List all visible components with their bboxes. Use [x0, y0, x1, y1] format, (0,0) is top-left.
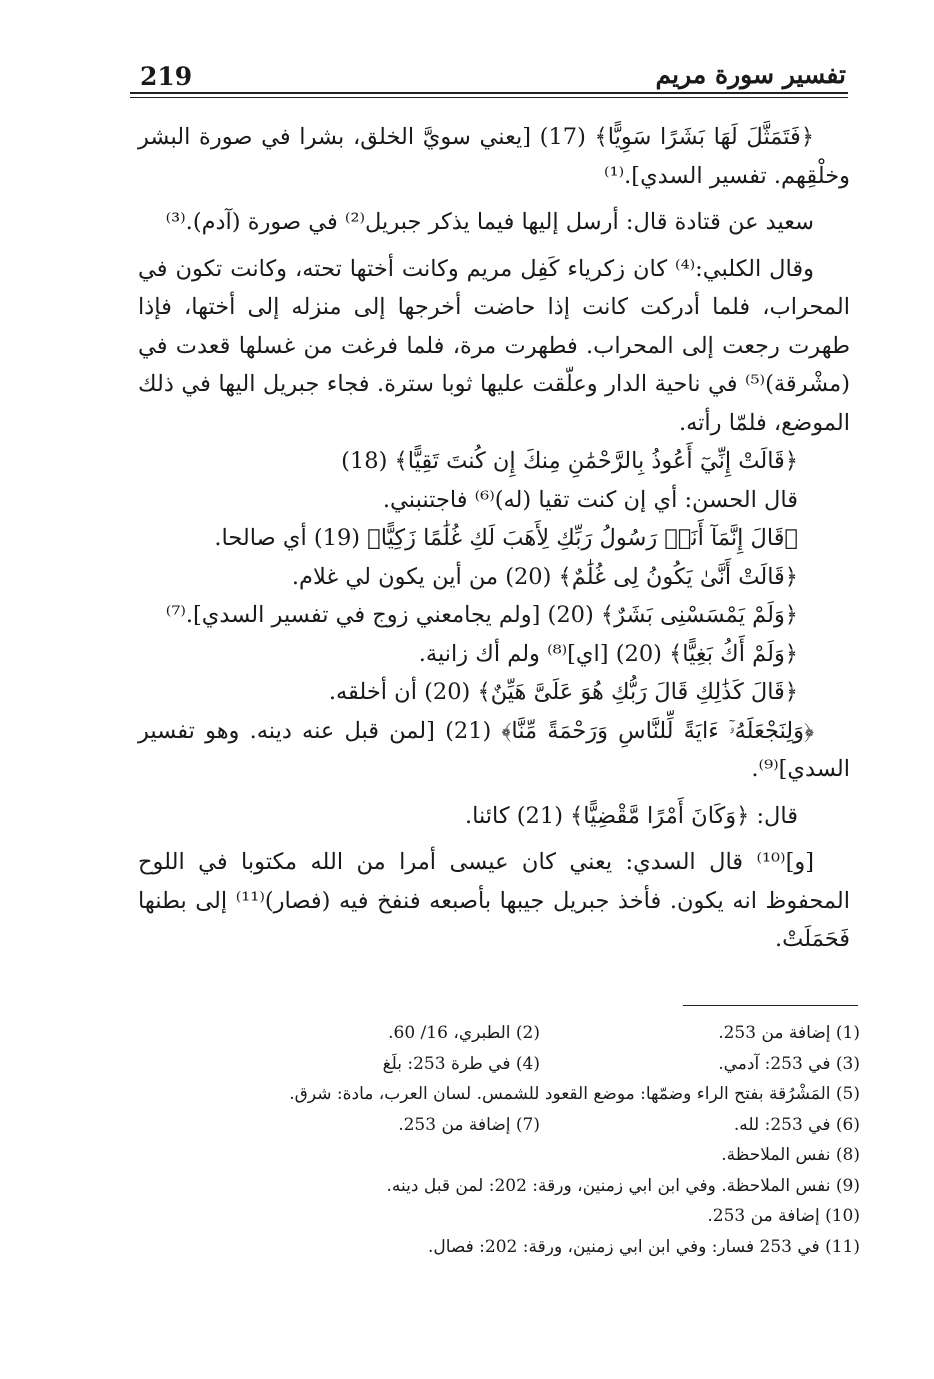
footnote-row — [220, 1171, 860, 1202]
footnote-10: (10) إضافة من 253. — [707, 1206, 860, 1226]
running-title: تفسير سورة مريم — [655, 60, 846, 89]
footnote-4: (4) في طرة 253: بلَغ — [382, 1053, 540, 1074]
verse-paragraph: ﴿قَالَ كَذَٰلِكِ قَالَ رَبُّكِ هُوَ عَلَىَّ هَيِّنٌ﴾ (20) أن أخلقه. — [328, 679, 798, 705]
page-header — [130, 56, 848, 98]
paragraph: سعيد عن قتادة قال: أرسل إليها فيما يذكر جبريل⁽²⁾ في صورة (آدم).⁽³⁾ — [165, 209, 814, 235]
verse-paragraph: ﴿وَلَمْ يَمْسَسْنِى بَشَرٌ﴾ (20) [ولم يجامعني زوج في تفسير السدي].⁽⁷⁾ — [165, 602, 798, 628]
footnote-separator — [683, 1005, 858, 1006]
verse-paragraph: ﴿وَلِنَجْعَلَهُۥٓ ءَايَةً لِّلنَّاسِ وَرَحْمَةً مِّنَّا﴾ (21) [لمن قبل عنه دينه. وهو تفسير السدي]⁽⁹⁾. — [138, 717, 850, 782]
paragraph: ﴿فَتَمَثَّلَ لَهَا بَشَرًا سَوِيًّا﴾ (17) [يعني سويَّ الخلق، بشرا في صورة البشر وخلْقِهم. تفسير السدي].⁽¹⁾ — [138, 124, 850, 189]
footnote-row — [220, 1110, 860, 1141]
footnote-2: (2) الطبري، 16/ 60. — [388, 1023, 540, 1043]
footnote-row — [220, 1232, 860, 1263]
footnote-11: (11) في 253 فسار: وفي ابن ابي زمنين، ورقة: 202: فصال. — [427, 1236, 860, 1257]
verse-paragraph: ﴿قَالَتْ إِنِّيٓ أَعُوذُ بِالرَّحْمَٰنِ مِنكَ إِن كُنتَ تَقِيًّا﴾ (18) — [341, 448, 798, 474]
footnote-row — [220, 1201, 860, 1232]
paragraph: قال الحسن: أي إن كنت تقيا (له)⁽⁶⁾ فاجتنبني. — [382, 486, 798, 513]
footnote-5: (5) المَشْرُقة بفتح الراء وضمّها: موضع القعود للشمس. لسان العرب، مادة: شرق. — [289, 1084, 860, 1104]
footnote-row — [220, 1079, 860, 1110]
header-rule-thin — [130, 97, 848, 98]
footnote-7: (7) إضافة من 253. — [398, 1114, 540, 1135]
footnote-3: (3) في 253: آدمي. — [718, 1053, 860, 1074]
footnote-1: (1) إضافة من 253. — [718, 1023, 860, 1043]
footnotes — [220, 1018, 860, 1262]
page-number: 219 — [140, 62, 193, 91]
footnote-row — [220, 1049, 860, 1080]
verse-paragraph: قال: ﴿وَكَانَ أَمْرًا مَّقْضِيًّا﴾ (21) كائنا. — [464, 802, 798, 829]
paragraph: [و]⁽¹⁰⁾ قال السدي: يعني كان عيسى أمرا من الله مكتوبا في اللوح المحفوظ انه يكون. فأخذ جبريل جيبها بأصبعه فنفخ فيه (فصار)⁽¹¹⁾ إلى بطنها فَحَمَلَتْ. — [138, 849, 850, 952]
verse-paragraph: ﴿قَالَ إِنَّمَآ أَنَا۠ رَسُولُ رَبِّكِ لِأَهَبَ لَكِ غُلَٰمًا زَكِيًّا﴾ (19) أي صالحا. — [214, 525, 798, 551]
paragraph: وقال الكلبي:⁽⁴⁾ كان زكرياء كَفِل مريم وكانت أختها تحته، وكانت تكون في المحراب، فلما أدركت كانت إذا حاضت أخرجها إلى منزله إلى أختها، فإذا طهرت رجعت إلى المحراب. فطهرت مرة، فلما فرغت من غسلها قعدت في (مشْرقة)⁽⁵⁾ في ناحية الدار وعلّقت عليها ثوبا سترة. فجاء جبريل اليها في ذلك الموضع، فلمّا رأته. — [138, 255, 850, 436]
footnote-6: (6) في 253: لله. — [733, 1114, 860, 1135]
main-text — [138, 118, 850, 959]
header-rule-thick — [130, 92, 848, 94]
footnote-row — [220, 1018, 860, 1049]
footnote-8: (8) نفس الملاحظة. — [721, 1145, 860, 1165]
verse-paragraph: ﴿وَلَمْ أَكُ بَغِيًّا﴾ (20) [اي]⁽⁸⁾ ولم أك زانية. — [418, 640, 798, 667]
verse-paragraph: ﴿قَالَتْ أَنَّىٰ يَكُونُ لِى غُلَٰمٌ﴾ (20) من أين يكون لي غلام. — [291, 563, 798, 590]
footnote-row — [220, 1140, 860, 1171]
footnote-9: (9) نفس الملاحظة. وفي ابن ابي زمنين، ورقة: 202: لمن قبل دينه. — [386, 1175, 860, 1196]
